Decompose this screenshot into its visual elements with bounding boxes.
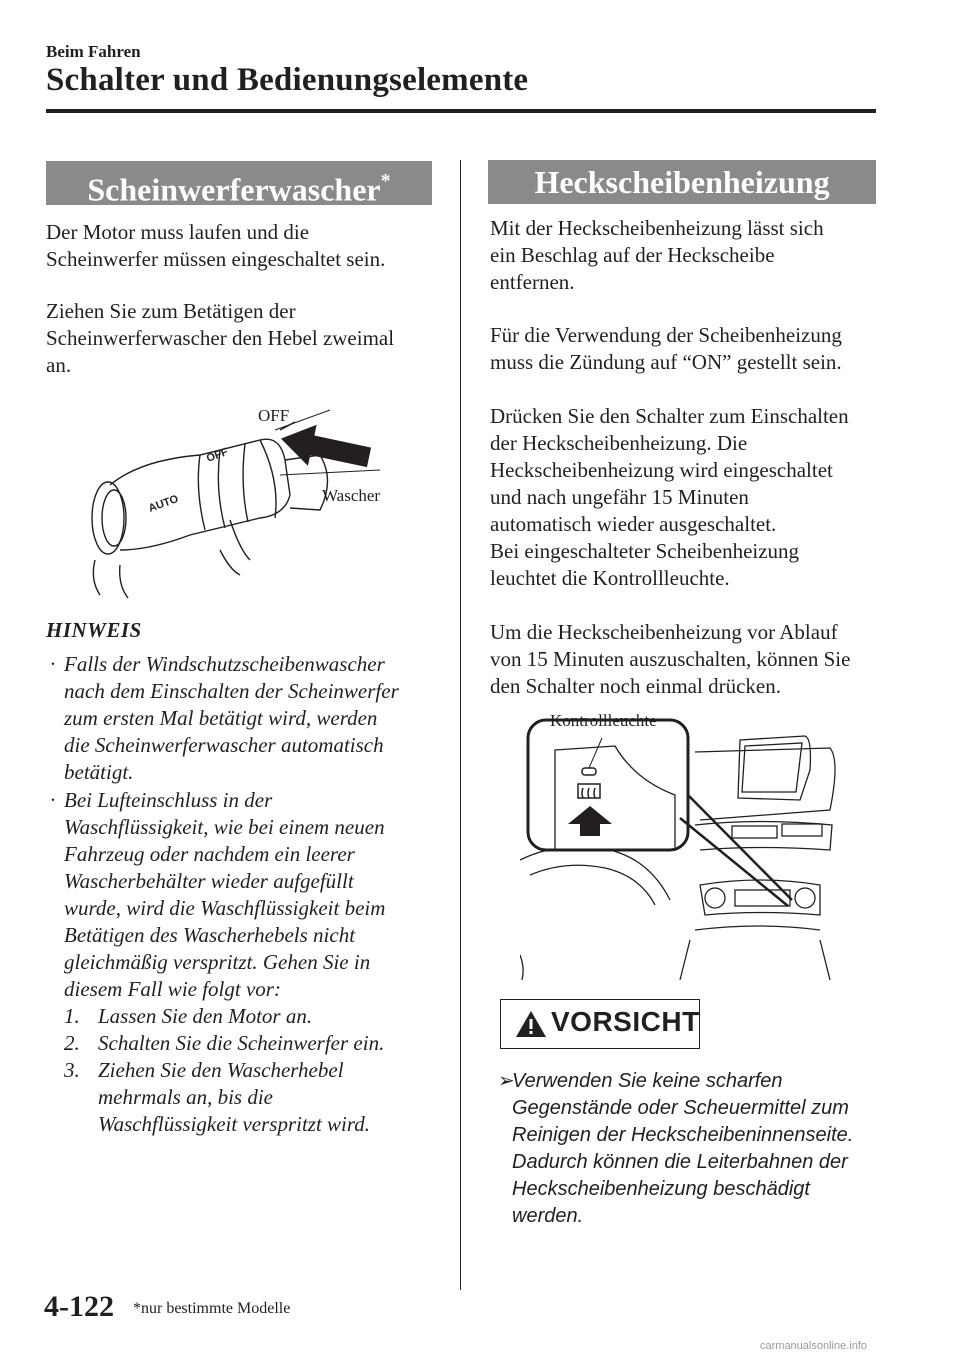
text-line: Schalten Sie die Scheinwerfer ein. — [98, 1031, 385, 1055]
text-line: ein Beschlag auf der Heckscheibe — [490, 243, 775, 267]
text-line: muss die Zündung auf “ON” gestellt sein. — [490, 350, 842, 374]
text-line: von 15 Minuten auszuschalten, können Sie — [490, 647, 851, 671]
note-bullet-1 — [50, 651, 450, 786]
defroster-intro — [490, 215, 890, 296]
pull-arrow-icon — [277, 418, 374, 478]
text-line: Falls der Windschutzscheibenwascher — [64, 652, 385, 676]
defroster-switch-off — [490, 619, 890, 700]
step-number: 1. — [64, 1004, 80, 1028]
text-line: den Schalter noch einmal drücken. — [490, 674, 781, 698]
text-line: der Heckscheibenheizung. Die — [490, 431, 748, 455]
stalk-auto-marking: AUTO — [146, 492, 181, 515]
text-line: Fahrzeug oder nachdem ein leerer — [64, 842, 355, 866]
text-line: Scheinwerferwascher den Hebel zweimal — [46, 326, 395, 350]
text-line: Betätigen des Wascherhebels nicht — [64, 923, 356, 947]
note-bullet-2 — [50, 787, 450, 1003]
page-number: 4-122 — [44, 1290, 114, 1323]
text-line: mehrmals an, bis die — [98, 1085, 273, 1109]
text-line: Verwenden Sie keine scharfen — [512, 1070, 783, 1092]
text-line: Heckscheibenheizung wird eingeschaltet — [490, 458, 833, 482]
text-line: zum ersten Mal betätigt wird, werden — [64, 706, 378, 730]
dashboard-illustration — [520, 700, 870, 980]
text-line: betätigt. — [64, 760, 134, 784]
header-rule — [46, 109, 876, 113]
rear-defroster-title: Heckscheibenheizung — [534, 164, 830, 200]
text-line: Für die Verwendung der Scheibenheizung — [490, 323, 842, 347]
text-line: Lassen Sie den Motor an. — [98, 1004, 313, 1028]
section-title: Schalter und Bedienungselemente — [46, 62, 529, 98]
text-line: leuchtet die Kontrollleuchte. — [490, 566, 730, 590]
headlight-washer-title: Scheinwerferwascher — [87, 171, 381, 208]
text-line: nach dem Einschalten der Scheinwerfer — [64, 679, 399, 703]
washer-leader-line — [280, 470, 380, 475]
off-label: OFF — [258, 406, 290, 425]
text-line: Mit der Heckscheibenheizung lässt sich — [490, 216, 824, 240]
dashboard-figure — [520, 700, 870, 980]
note-step-3 — [64, 1057, 454, 1138]
note-title: HINWEIS — [46, 618, 142, 642]
headlight-washer-intro — [46, 219, 446, 273]
washer-label: Wascher — [322, 486, 381, 505]
step-number: 3. — [64, 1058, 80, 1082]
stalk-off-marking: OFF — [204, 446, 230, 465]
text-line: Ziehen Sie zum Betätigen der — [46, 299, 296, 323]
text-line: entfernen. — [490, 270, 575, 294]
text-line: Scheinwerfer müssen eingeschaltet sein. — [46, 247, 386, 271]
text-line: werden. — [512, 1205, 584, 1227]
text-line: Drücken Sie den Schalter zum Einschalten — [490, 404, 849, 428]
note-step-1 — [64, 1003, 454, 1030]
text-line: Reinigen der Heckscheibeninnenseite. — [512, 1124, 854, 1146]
arrow-bullet-icon: ➢ — [498, 1070, 515, 1092]
text-line: Bei Lufteinschluss in der — [64, 788, 273, 812]
text-line: automatisch wieder ausgeschaltet. — [490, 512, 777, 536]
indicator-label: Kontrollleuchte — [550, 711, 657, 730]
title-asterisk: * — [380, 170, 391, 192]
text-line: die Scheinwerferwascher automatisch — [64, 733, 384, 757]
step-number: 2. — [64, 1031, 80, 1055]
text-line: Waschflüssigkeit verspritzt wird. — [98, 1112, 371, 1136]
headlight-washer-heading — [46, 161, 432, 208]
text-line: Waschflüssigkeit, wie bei einem neuen — [64, 815, 385, 839]
caution-label: VORSICHT — [551, 1006, 700, 1037]
text-line: an. — [46, 353, 72, 377]
wiper-stalk-figure — [80, 400, 420, 600]
text-line: Heckscheibenheizung beschädigt — [512, 1178, 810, 1200]
caution-box — [500, 999, 700, 1049]
bullet-dot-icon: · — [50, 652, 56, 676]
headlight-washer-instruction — [46, 298, 446, 379]
text-line: diesem Fall wie folgt vor: — [64, 977, 281, 1001]
callout-box — [528, 720, 688, 850]
text-line: Gegenstände oder Scheuermittel zum — [512, 1097, 849, 1119]
text-line: Um die Heckscheibenheizung vor Ablauf — [490, 620, 838, 644]
text-line: gleichmäßig verspritzt. Gehen Sie in — [64, 950, 371, 974]
note-step-2 — [64, 1030, 454, 1057]
chapter-title: Beim Fahren — [46, 42, 141, 61]
column-divider — [460, 160, 461, 1290]
text-line: Ziehen Sie den Wascherhebel — [98, 1058, 344, 1082]
warning-triangle-icon — [515, 1009, 547, 1039]
watermark: carmanualsonline.info — [760, 1340, 868, 1352]
footnote: *nur bestimmte Modelle — [133, 1300, 291, 1317]
defroster-ignition — [490, 322, 890, 376]
text-line: wurde, wird die Waschflüssigkeit beim — [64, 896, 386, 920]
text-line: Bei eingeschalteter Scheibenheizung — [490, 539, 800, 563]
defroster-operation — [490, 403, 890, 592]
text-line: Dadurch können die Leiterbahnen der — [512, 1151, 848, 1173]
text-line: und nach ungefähr 15 Minuten — [490, 485, 749, 509]
bullet-dot-icon: · — [50, 788, 56, 812]
text-line: Der Motor muss laufen und die — [46, 220, 310, 244]
callout-leader-line-2 — [680, 818, 788, 906]
rear-defroster-heading — [488, 160, 876, 204]
caution-text — [498, 1068, 868, 1230]
text-line: Wascherbehälter wieder aufgefüllt — [64, 869, 354, 893]
